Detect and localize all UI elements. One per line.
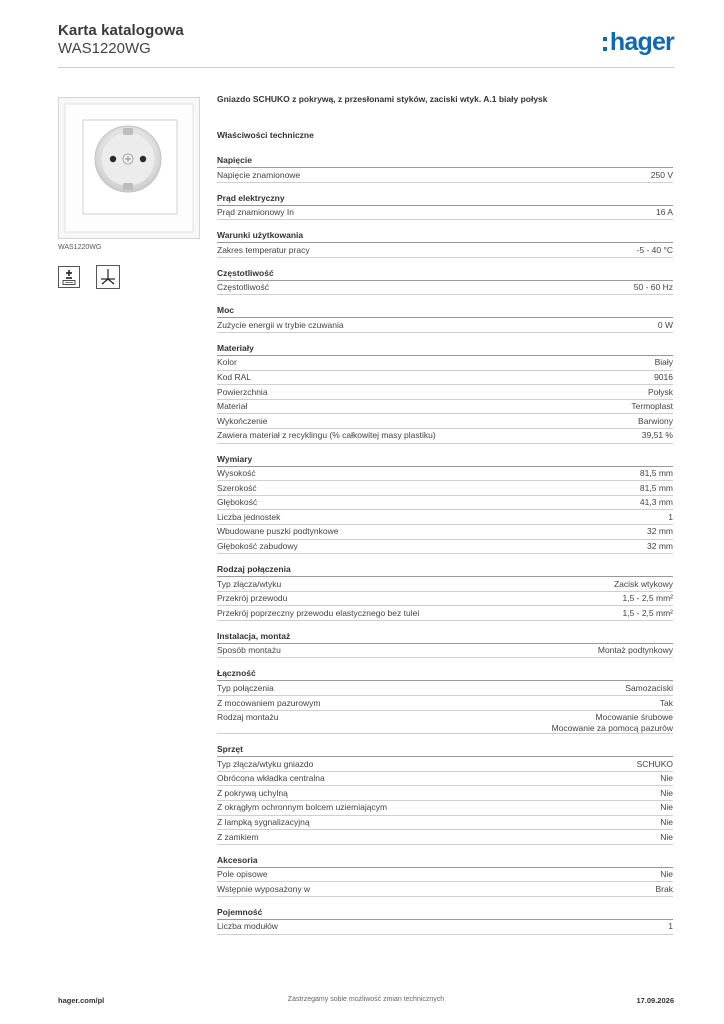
spec-value (622, 608, 673, 619)
spec-value-line: Mocowanie śrubowe (595, 712, 673, 723)
spec-value-line: 50 - 60 Hz (633, 282, 673, 293)
spec-label: Częstotliwość (217, 282, 269, 293)
earth-ground-icon (96, 265, 120, 289)
spec-group (217, 667, 673, 734)
spec-group (217, 630, 673, 659)
spec-value-line: 9016 (654, 372, 673, 383)
spec-row (217, 681, 673, 696)
spec-value (656, 884, 673, 895)
spec-row (217, 481, 673, 496)
footer-website: hager.com/pl (58, 996, 105, 1005)
spec-row (217, 414, 673, 429)
spec-value (648, 387, 673, 398)
spec-value (631, 401, 673, 412)
spec-label: Typ złącza/wtyku (217, 578, 282, 589)
spec-group-title: Akcesoria (217, 854, 673, 868)
footer-date: 17.09.2026 (636, 996, 674, 1005)
spec-label: Przekrój poprzeczny przewodu elastycznego bez tulei (217, 607, 420, 618)
spec-group (217, 192, 673, 221)
spec-group-title: Warunki użytkowania (217, 229, 673, 243)
spec-label: Zakres temperatur pracy (217, 244, 310, 255)
spec-group-title: Łączność (217, 667, 673, 681)
ip-protection-icon (58, 266, 80, 288)
spec-value-line: 32 mm (647, 541, 673, 551)
spec-value-line: Nie (660, 817, 673, 828)
spec-value (640, 483, 673, 494)
spec-value-line: 1,5 - 2,5 mm² (622, 607, 673, 618)
spec-value (640, 497, 673, 508)
spec-row (217, 510, 673, 525)
spec-row (217, 385, 673, 400)
spec-value (640, 468, 673, 479)
spec-group (217, 342, 673, 444)
spec-group (217, 453, 673, 555)
spec-value-line: 1,5 - 2,5 mm² (622, 593, 673, 604)
spec-group-title: Moc (217, 304, 673, 318)
spec-label: Zużycie energii w trybie czuwania (217, 319, 344, 330)
spec-label: Z mocowaniem pazurowym (217, 697, 321, 708)
spec-value-line: 250 V (650, 169, 673, 180)
spec-value-line: 16 A (655, 207, 673, 218)
spec-row (217, 168, 673, 183)
spec-value-line: 81,5 mm (639, 482, 673, 493)
spec-value (647, 541, 673, 552)
spec-value-line: Termoplast (631, 401, 673, 412)
spec-row (217, 711, 673, 735)
product-description: Gniazdo SCHUKO z pokrywą, z przesłonami styków, zaciski wtyk. A.1 biały połysk (217, 94, 548, 104)
spec-label: Kod RAL (217, 372, 252, 383)
hager-logo (603, 28, 674, 56)
spec-label: Głębokość zabudowy (217, 541, 298, 551)
spec-group-title: Pojemność (217, 906, 673, 920)
spec-value-line: Barwiony (638, 415, 673, 426)
spec-label: Wykończenie (217, 415, 268, 426)
spec-row (217, 429, 673, 444)
spec-value (668, 921, 673, 932)
spec-value-line: 0 W (657, 319, 673, 330)
spec-value-line: Brak (655, 883, 673, 894)
spec-row (217, 577, 673, 592)
spec-row (217, 644, 673, 659)
spec-group (217, 743, 673, 845)
spec-label: Z zamkiem (217, 831, 259, 842)
spec-value (637, 245, 673, 256)
spec-group (217, 267, 673, 296)
specification-content (217, 94, 673, 944)
spec-value (668, 512, 673, 523)
spec-value (651, 170, 673, 181)
spec-groups (217, 154, 673, 935)
spec-value (622, 593, 673, 604)
spec-label: Wbudowane puszki podtynkowe (217, 526, 339, 537)
spec-row (217, 816, 673, 831)
footer-disclaimer: Zastrzegamy sobie możliwość zmian technicznych (287, 996, 445, 1003)
spec-value (656, 207, 673, 218)
spec-label: Pole opisowe (217, 869, 268, 880)
spec-row (217, 696, 673, 711)
spec-value-line: Połysk (647, 386, 673, 397)
spec-label: Obrócona wkładka centralna (217, 773, 325, 784)
spec-value-line: Montaż podtynkowy (597, 645, 673, 656)
spec-label: Kolor (217, 357, 237, 368)
spec-label: Przekrój przewodu (217, 593, 288, 604)
spec-group-title: Rodzaj połączenia (217, 563, 673, 577)
spec-row (217, 467, 673, 482)
spec-value-line: Samozaciski (625, 682, 673, 693)
spec-label: Wstępnie wyposażony w (217, 883, 311, 894)
spec-row (217, 786, 673, 801)
spec-group (217, 906, 673, 935)
spec-label: Z okrągłym ochronnym bolcem uziemiającym (217, 802, 388, 813)
spec-label: Liczba jednostek (217, 511, 281, 522)
spec-label: Rodzaj montażu (217, 712, 279, 723)
spec-group (217, 304, 673, 333)
spec-label: Z lampką sygnalizacyjną (217, 817, 310, 828)
spec-value-line: Nie (660, 831, 673, 842)
spec-row (217, 318, 673, 333)
logo-dots-icon (603, 37, 607, 51)
spec-label: Liczba modułów (217, 921, 278, 932)
spec-group (217, 154, 673, 183)
spec-group-title: Wymiary (217, 453, 673, 467)
spec-value (660, 802, 673, 813)
spec-row (217, 243, 673, 258)
spec-value (660, 832, 673, 843)
spec-label: Prąd znamionowy In (217, 207, 295, 218)
spec-value (647, 526, 673, 537)
spec-row (217, 206, 673, 221)
spec-value-line: 41,3 mm (639, 497, 673, 508)
spec-value (637, 759, 673, 770)
spec-value (655, 357, 673, 368)
spec-value-line: Nie (660, 802, 673, 813)
spec-value-line: Tak (659, 697, 673, 708)
spec-group (217, 854, 673, 897)
spec-group-title: Częstotliwość (217, 267, 673, 281)
spec-value-line: 1 (668, 511, 673, 522)
product-image (58, 97, 200, 239)
spec-label: Z pokrywą uchylną (217, 787, 288, 798)
spec-row (217, 525, 673, 540)
product-code: WAS1220WG (58, 40, 151, 57)
spec-value-line: 39,51 % (641, 430, 673, 441)
spec-value (642, 430, 673, 441)
spec-value (552, 712, 673, 733)
spec-value (660, 698, 673, 709)
spec-row (217, 281, 673, 296)
spec-value-line: 32 mm (647, 526, 673, 537)
spec-row (217, 592, 673, 607)
spec-label: Powierzchnia (217, 386, 268, 397)
spec-row (217, 356, 673, 371)
spec-label: Zawiera materiał z recyklingu (% całkowitej masy plastiku) (217, 430, 436, 441)
spec-row (217, 772, 673, 787)
logo-text: hager (609, 28, 674, 56)
spec-value (634, 282, 673, 293)
spec-value-line: Zacisk wtykowy (613, 578, 673, 589)
spec-group (217, 563, 673, 621)
spec-group (217, 229, 673, 258)
spec-row (217, 868, 673, 883)
spec-row (217, 540, 673, 555)
spec-value (660, 817, 673, 828)
spec-row (217, 801, 673, 816)
spec-value-line: SCHUKO (636, 758, 673, 769)
spec-value (654, 372, 673, 383)
spec-value (660, 869, 673, 880)
schuko-socket-icon (59, 98, 199, 238)
spec-value-line: Nie (660, 787, 673, 798)
spec-label: Szerokość (217, 482, 257, 493)
spec-row (217, 830, 673, 845)
spec-group-title: Instalacja, montaż (217, 630, 673, 644)
spec-value-line: 1 (668, 921, 673, 932)
spec-label: Typ połączenia (217, 682, 274, 693)
spec-value-line: Nie (660, 773, 673, 784)
section-title: Właściwości techniczne (217, 130, 314, 140)
spec-value-line: Mocowanie za pomocą pazurów (551, 722, 673, 733)
spec-label: Typ złącza/wtyku gniazdo (217, 758, 314, 769)
spec-value-line: 81,5 mm (639, 468, 673, 479)
spec-value-line: Nie (660, 869, 673, 880)
spec-row (217, 757, 673, 772)
spec-value (638, 416, 673, 427)
spec-row (217, 496, 673, 511)
spec-value-line: Biały (654, 357, 673, 368)
spec-value (625, 683, 673, 694)
spec-value (660, 788, 673, 799)
spec-value (598, 645, 673, 656)
document-title: Karta katalogowa (58, 22, 184, 39)
spec-group-title: Prąd elektryczny (217, 192, 673, 206)
spec-value (660, 773, 673, 784)
spec-group-title: Sprzęt (217, 743, 673, 757)
spec-label: Głębokość (217, 497, 258, 508)
image-caption: WAS1220WG (58, 244, 102, 251)
spec-label: Sposób montażu (217, 645, 281, 656)
spec-group-title: Materiały (217, 342, 673, 356)
spec-group-title: Napięcie (217, 154, 673, 168)
spec-value (658, 320, 673, 331)
spec-label: Materiał (217, 401, 248, 412)
spec-row (217, 400, 673, 415)
spec-row (217, 920, 673, 935)
spec-row (217, 882, 673, 897)
spec-value-line: -5 - 40 °C (636, 244, 673, 255)
spec-row (217, 606, 673, 621)
spec-label: Wysokość (217, 468, 256, 479)
spec-row (217, 371, 673, 386)
page-header (58, 22, 674, 68)
spec-value (614, 579, 673, 590)
spec-label: Napięcie znamionowe (217, 169, 301, 180)
